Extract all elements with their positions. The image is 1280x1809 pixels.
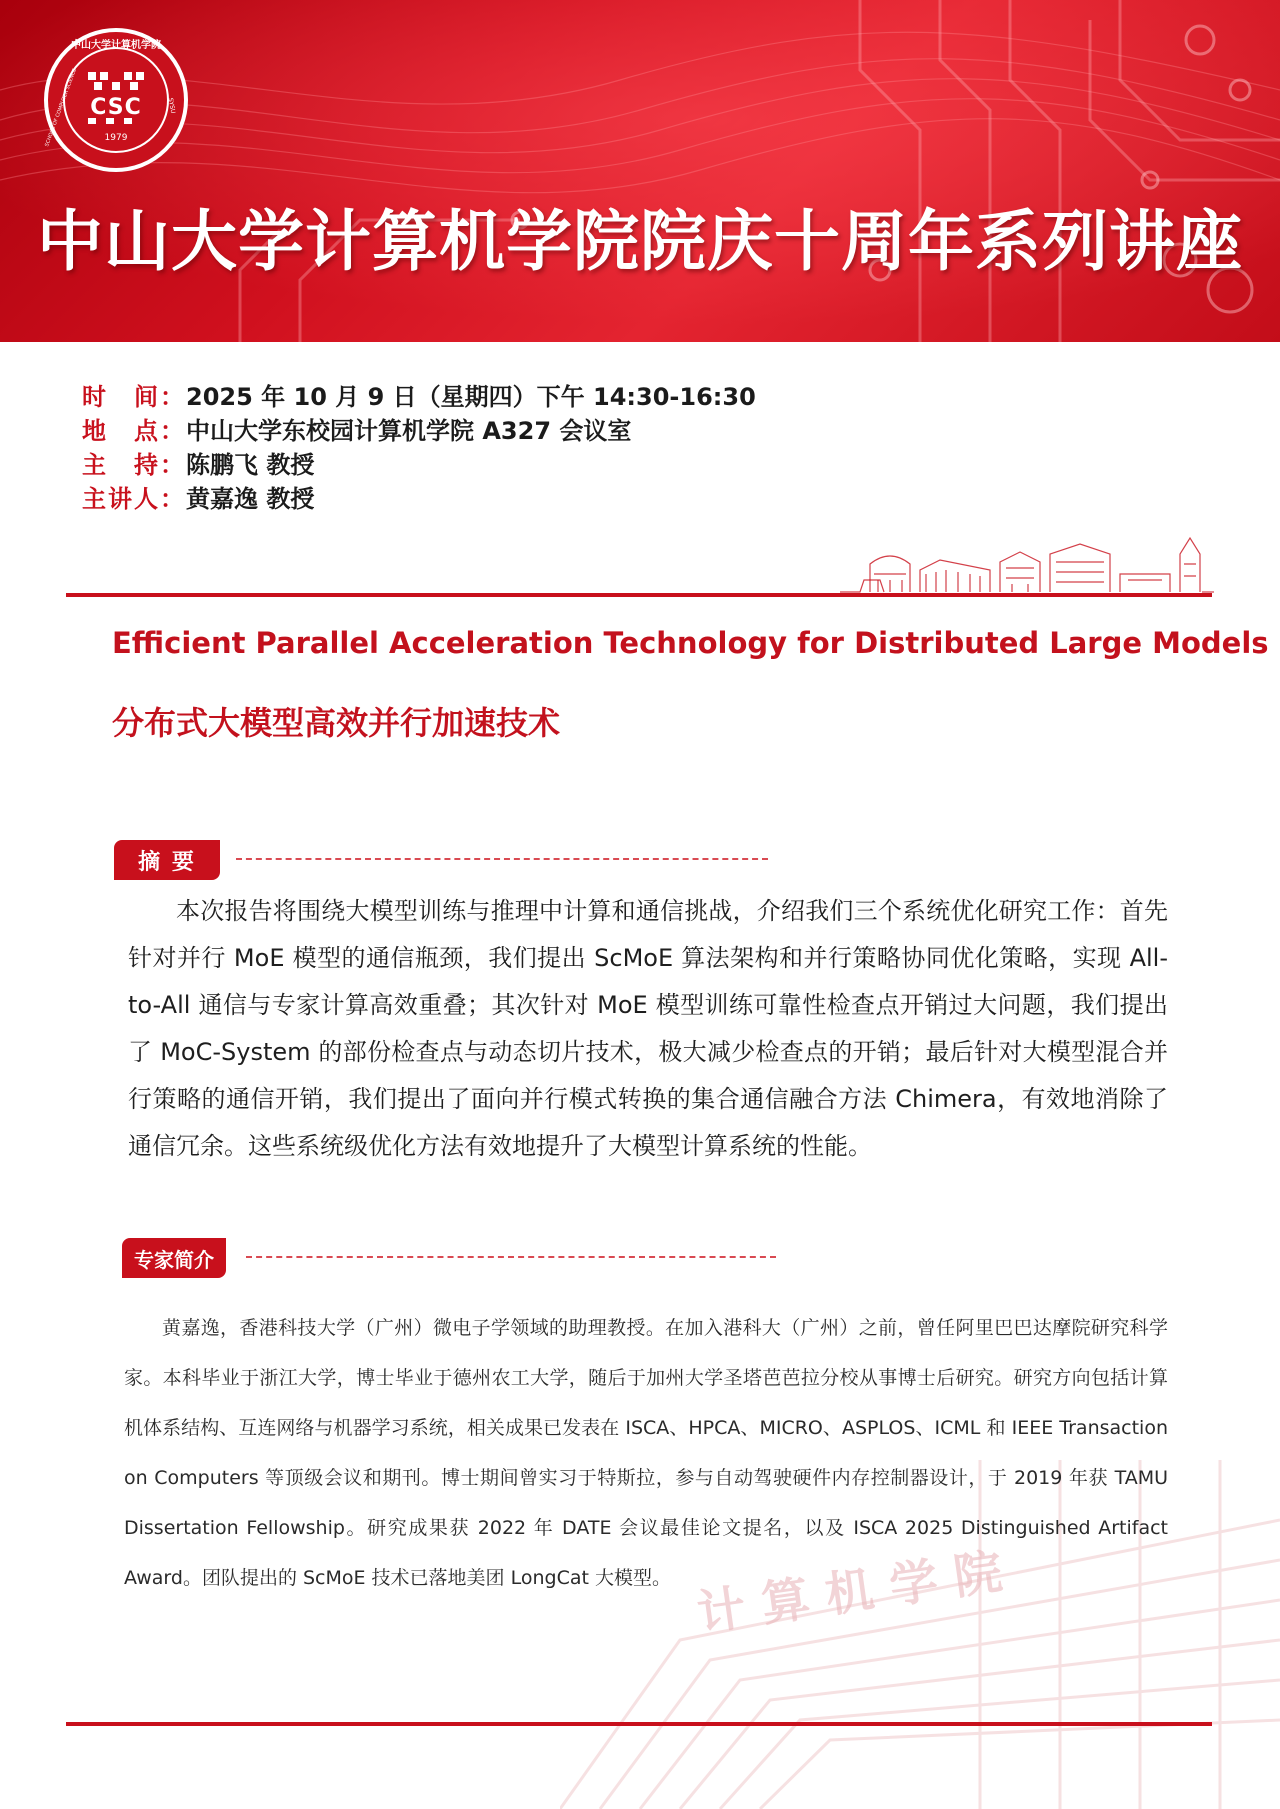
- talk-title-chinese: 分布式大模型高效并行加速技术: [112, 704, 561, 742]
- bottom-divider-rule: [66, 1722, 1212, 1726]
- info-row-speaker: [82, 482, 756, 516]
- circuit-pattern-decoration: [0, 0, 1280, 342]
- watermark-sign-text: 计 算 机 学 院: [693, 1543, 1006, 1642]
- svg-text:SYSU: SYSU: [166, 97, 177, 115]
- info-row-place: [82, 414, 756, 448]
- svg-text:1979: 1979: [104, 133, 128, 143]
- event-info: [82, 380, 756, 516]
- place-value: 中山大学东校园计算机学院 A327 会议室: [186, 417, 632, 445]
- speaker-value: 黄嘉逸 教授: [186, 485, 315, 513]
- info-row-host: [82, 448, 756, 482]
- abstract-paragraph: 本次报告将围绕大模型训练与推理中计算和通信挑战，介绍我们三个系统优化研究工作：首先针对并行 MoE 模型的通信瓶颈，我们提出 ScMoE 算法架构和并行策略协同优化策略，实现 All-to-All 通信与专家计算高效重叠；其次针对 MoE 模型训练可靠性检查点开销过大问题，我们提出了 MoC-System 的部份检查点与动态切片技术，极大减少检查点的开销；最后针对大模型混合并行策略的通信开销，我们提出了面向并行模式转换的集合通信融合方法 Chimera，有效地消除了通信冗余。这些系统级优化方法有效地提升了大模型计算系统的性能。: [128, 897, 1168, 1160]
- bio-dashed-rule: [246, 1256, 776, 1258]
- school-logo-seal: [44, 28, 188, 172]
- talk-title-english: Efficient Parallel Acceleration Technology for Distributed Large Models: [112, 626, 1269, 660]
- banner-title: 中山大学计算机学院院庆十周年系列讲座: [37, 203, 1243, 280]
- abstract-section-tag: 摘 要: [114, 840, 220, 880]
- svg-text:SCHOOL OF COMPUTER SCIENCE: SCHOOL OF COMPUTER SCIENCE: [44, 67, 78, 148]
- header-banner: [0, 0, 1280, 342]
- campus-buildings-sketch: [840, 534, 1214, 594]
- bio-section-tag: 专家简介: [122, 1238, 226, 1278]
- time-value: 2025 年 10 月 9 日（星期四）下午 14:30-16:30: [186, 383, 756, 411]
- host-value: 陈鹏飞 教授: [186, 451, 315, 479]
- place-label: 地 点：: [82, 417, 186, 445]
- time-label: 时 间：: [82, 383, 186, 411]
- info-row-time: [82, 380, 756, 414]
- top-divider-rule: [66, 593, 1212, 597]
- svg-text:中山大学计算机学院: 中山大学计算机学院: [71, 40, 161, 51]
- svg-text:CSC: CSC: [90, 95, 142, 120]
- bio-paragraph: 黄嘉逸，香港科技大学（广州）微电子学领域的助理教授。在加入港科大（广州）之前，曾任阿里巴巴达摩院研究科学家。本科毕业于浙江大学，博士毕业于德州农工大学，随后于加州大学圣塔芭芭拉分校从事博士后研究。研究方向包括计算机体系结构、互连网络与机器学习系统，相关成果已发表在 ISCA、HPCA、MICRO、ASPLOS、ICML 和 IEEE Transaction on Computers 等顶级会议和期刊。博士期间曾实习于特斯拉，参与自动驾驶硬件内存控制器设计，于 2019 年获 TAMU Dissertation Fellowship。研究成果获 2022 年 DATE 会议最佳论文提名，以及 ISCA 2025 Distinguished Artifact Award。团队提出的 ScMoE 技术已落地美团 LongCat 大模型。: [124, 1317, 1168, 1589]
- host-label: 主 持：: [82, 451, 186, 479]
- speaker-label: 主讲人：: [82, 485, 186, 513]
- abstract-dashed-rule: [236, 858, 768, 860]
